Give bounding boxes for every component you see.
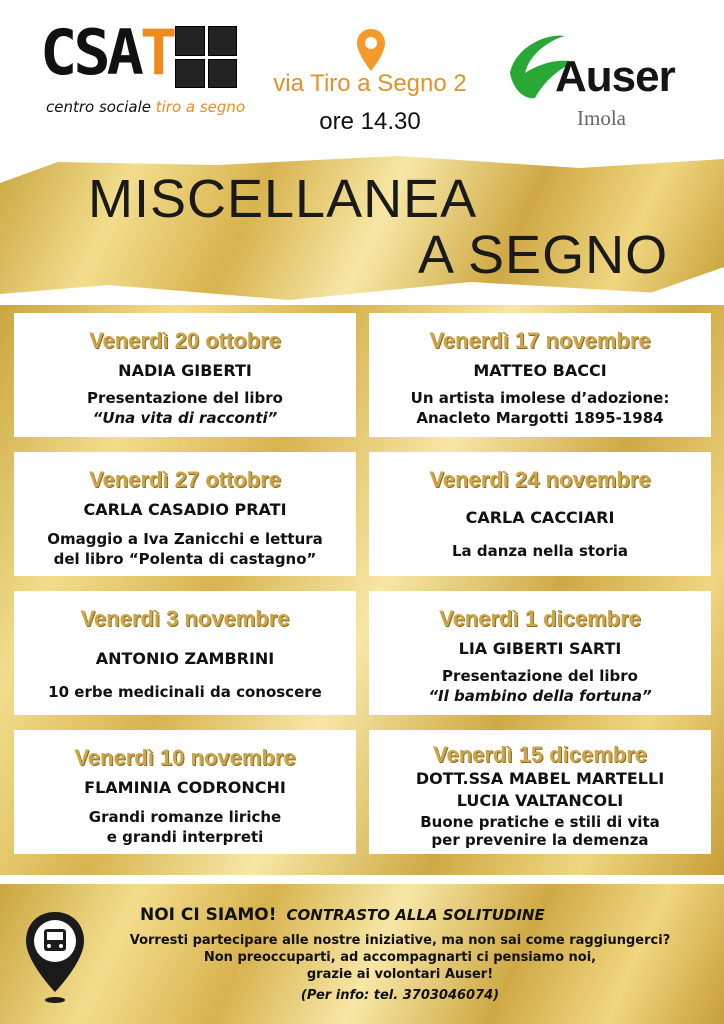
event-time: ore 14.30 (319, 108, 421, 135)
event-speaker-2: LUCIA VALTANCOLI (456, 791, 624, 810)
event-date: Venerdì 17 novembre (429, 328, 651, 353)
event-description-line2: e grandi interpreti (106, 828, 264, 846)
event-speaker: FLAMINIA CODRONCHI (84, 778, 286, 797)
event-card (14, 591, 356, 715)
event-card (14, 730, 356, 854)
event-description-line2: “Il bambino della fortuna” (428, 687, 652, 705)
auser-wordmark: Auser (555, 52, 675, 101)
event-speaker: ANTONIO ZAMBRINI (95, 649, 275, 668)
csat-logo (40, 16, 246, 132)
event-card (369, 591, 711, 715)
title-line-2: A SEGNO (418, 225, 669, 285)
event-card (14, 452, 356, 576)
auser-city: Imola (577, 106, 626, 130)
event-description: Presentazione del libro (87, 389, 283, 407)
event-speaker: CARLA CACCIARI (465, 508, 615, 527)
event-description-line2: del libro “Polenta di castagno” (53, 550, 317, 568)
event-card (14, 313, 356, 437)
auser-logo (505, 28, 705, 138)
event-date: Venerdì 20 ottobre (89, 328, 281, 353)
footer-tagline: CONTRASTO ALLA SOLITUDINE (286, 906, 545, 924)
event-card (369, 313, 711, 437)
event-date: Venerdì 1 dicembre (439, 606, 641, 631)
csat-subtitle: centro sociale tiro a segno (46, 98, 246, 116)
venue-address: via Tiro a Segno 2 (273, 70, 467, 97)
csat-wordmark: CSAT (40, 16, 174, 89)
event-date: Venerdì 24 novembre (429, 467, 651, 492)
footer-line-3: grazie ai volontari Auser! (306, 967, 494, 982)
event-description: La danza nella storia (451, 542, 629, 560)
event-description-line2: “Una vita di racconti” (92, 409, 278, 427)
event-description: Grandi romanze liriche (88, 808, 282, 826)
event-description: 10 erbe medicinali da conoscere (48, 683, 322, 701)
event-date: Venerdì 27 ottobre (89, 467, 281, 492)
event-description: Omaggio a Iva Zanicchi e lettura (47, 530, 323, 548)
location-pin-icon (356, 28, 386, 72)
event-speaker: LIA GIBERTI SARTI (458, 639, 622, 658)
csat-picture-tiles (175, 26, 237, 88)
footer-contact-info: (Per info: tel. 3703046074) (300, 988, 500, 1003)
footer-text (100, 932, 700, 983)
event-date: Venerdì 15 dicembre (433, 742, 647, 767)
event-description: Presentazione del libro (442, 667, 638, 685)
event-speaker: DOTT.SSA MABEL MARTELLI (415, 769, 665, 788)
event-speaker: CARLA CASADIO PRATI (83, 500, 287, 519)
event-card (369, 730, 711, 854)
event-card (369, 452, 711, 576)
footer-headline: NOI CI SIAMO! CONTRASTO ALLA SOLITUDINE (140, 905, 545, 925)
event-description-line2: Anacleto Margotti 1895-1984 (416, 409, 664, 427)
event-description: Buone pratiche e stili di vita (420, 813, 660, 831)
event-speaker: MATTEO BACCI (473, 361, 607, 380)
bus-stop-icon (24, 910, 86, 1006)
event-description: Un artista imolese d’adozione: (410, 389, 670, 407)
title-line-1: MISCELLANEA (88, 169, 478, 229)
event-speaker: NADIA GIBERTI (118, 361, 252, 380)
footer-line-2: Non preoccuparti, ad accompagnarti ci pensiamo noi, (203, 950, 597, 965)
event-description-line2: per prevenire la demenza (431, 831, 649, 849)
event-date: Venerdì 3 novembre (80, 606, 290, 631)
footer-line-1: Vorresti partecipare alle nostre iniziative, ma non sai come raggiungerci? (129, 933, 671, 948)
event-date: Venerdì 10 novembre (74, 745, 296, 770)
